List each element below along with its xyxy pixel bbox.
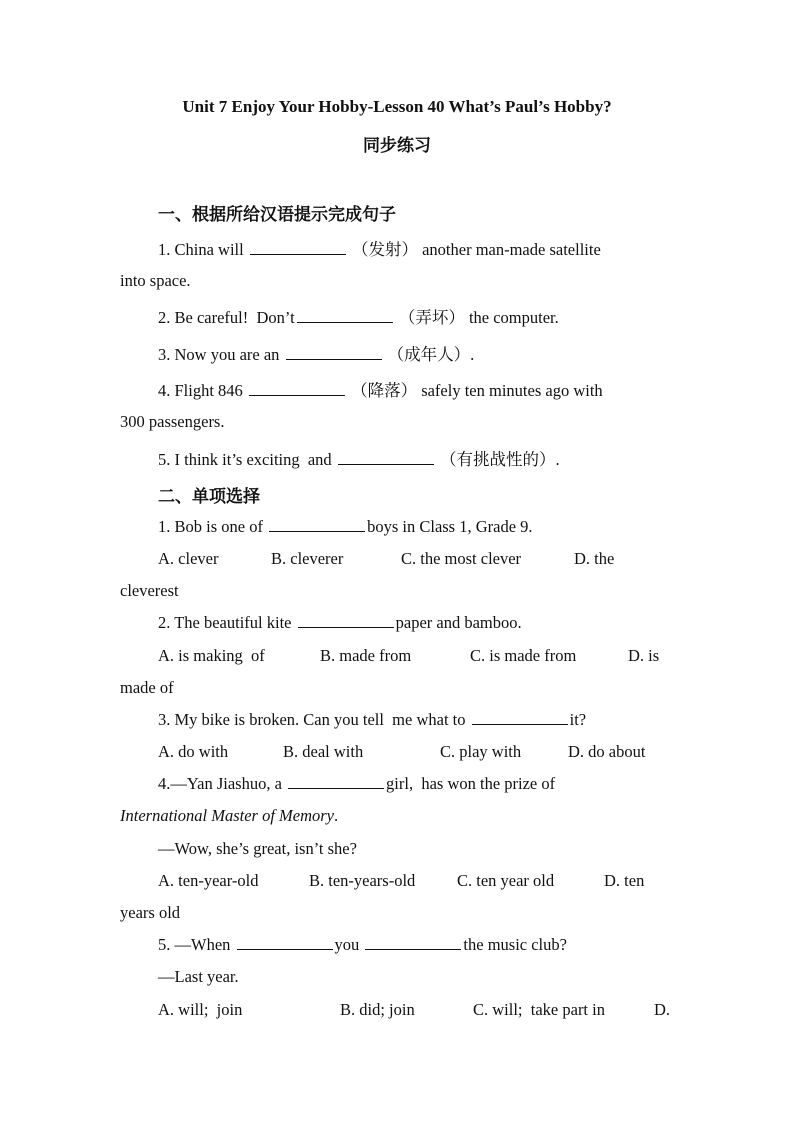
answer-blank[interactable] bbox=[338, 450, 434, 465]
s1-question-5 bbox=[158, 446, 560, 470]
section2-heading: 二、单项选择 bbox=[158, 487, 260, 506]
s1-q5-text: 5. I think it’s exciting and bbox=[158, 450, 332, 469]
s2-q3-text: 3. My bike is broken. Can you tell me what to bbox=[158, 710, 466, 729]
s2-q5-option-b[interactable]: B. did; join bbox=[340, 1000, 415, 1019]
s1-q4-text-end: safely ten minutes ago with bbox=[417, 381, 603, 400]
s1-q2-hint: （弄坏） bbox=[398, 308, 465, 327]
s1-question-2 bbox=[158, 304, 559, 328]
s2-question-1 bbox=[158, 517, 533, 537]
s2-q4-option-d-continuation: years old bbox=[120, 903, 181, 922]
s1-question-3 bbox=[158, 341, 474, 365]
s2-q1-text-end: boys in Class 1, Grade 9. bbox=[367, 517, 533, 536]
s2-q5-text: 5. —When bbox=[158, 935, 231, 954]
s2-q4-period: . bbox=[334, 806, 339, 825]
s2-q4-text: 4.—Yan Jiashuo, a bbox=[158, 774, 282, 793]
s2-q1-option-c[interactable]: C. the most clever bbox=[401, 549, 522, 568]
s1-q4-continuation: 300 passengers. bbox=[120, 412, 225, 431]
answer-blank[interactable] bbox=[269, 517, 365, 532]
s2-question-5 bbox=[158, 935, 567, 955]
s2-q5-option-d[interactable]: D. bbox=[654, 1000, 671, 1019]
page-subtitle: 同步练习 bbox=[363, 136, 431, 155]
answer-blank[interactable] bbox=[237, 935, 333, 950]
s1-q1-continuation: into space. bbox=[120, 271, 191, 290]
s2-question-4 bbox=[158, 774, 555, 794]
s2-q5-reply: —Last year. bbox=[158, 967, 239, 986]
answer-blank[interactable] bbox=[298, 613, 394, 628]
s2-q5-option-c[interactable]: C. will; take part in bbox=[473, 1000, 605, 1019]
s1-q4-text: 4. Flight 846 bbox=[158, 381, 243, 400]
s1-q2-text-end: the computer. bbox=[464, 308, 559, 327]
section1-heading: 一、根据所给汉语提示完成句子 bbox=[158, 205, 396, 224]
s2-q2-text: 2. The beautiful kite bbox=[158, 613, 292, 632]
s2-question-3 bbox=[158, 710, 586, 730]
s2-q4-continuation bbox=[120, 806, 338, 826]
answer-blank[interactable] bbox=[472, 710, 568, 725]
s2-q2-option-d-continuation: made of bbox=[120, 678, 174, 697]
s1-question-4 bbox=[158, 377, 603, 401]
s2-q2-option-d[interactable]: D. is bbox=[628, 646, 660, 665]
s2-q3-option-a[interactable]: A. do with bbox=[158, 742, 229, 761]
s2-q3-option-d[interactable]: D. do about bbox=[568, 742, 646, 761]
s1-q1-text: 1. China will bbox=[158, 240, 244, 259]
answer-blank[interactable] bbox=[297, 308, 393, 323]
s1-q4-hint: （降落） bbox=[351, 381, 418, 400]
s1-q3-hint: （成年人）. bbox=[387, 345, 475, 364]
s2-q4-reply: —Wow, she’s great, isn’t she? bbox=[158, 839, 357, 858]
answer-blank[interactable] bbox=[286, 345, 382, 360]
s2-q2-option-a[interactable]: A. is making of bbox=[158, 646, 265, 665]
answer-blank[interactable] bbox=[249, 381, 345, 396]
s1-q5-hint: （有挑战性的）. bbox=[439, 450, 560, 469]
s2-q1-option-b[interactable]: B. cleverer bbox=[271, 549, 344, 568]
s2-q1-option-a[interactable]: A. clever bbox=[158, 549, 219, 568]
s2-q1-text: 1. Bob is one of bbox=[158, 517, 263, 536]
answer-blank[interactable] bbox=[288, 774, 384, 789]
s1-q3-text: 3. Now you are an bbox=[158, 345, 280, 364]
s2-q4-option-b[interactable]: B. ten-years-old bbox=[309, 871, 416, 890]
s1-q1-hint: （发射） bbox=[351, 240, 418, 259]
s2-q4-option-c[interactable]: C. ten year old bbox=[457, 871, 555, 890]
answer-blank[interactable] bbox=[250, 240, 346, 255]
answer-blank[interactable] bbox=[365, 935, 461, 950]
s1-q2-text: 2. Be careful! Don’t bbox=[158, 308, 295, 327]
s2-q4-option-d[interactable]: D. ten bbox=[604, 871, 645, 890]
s2-q1-option-d-continuation: cleverest bbox=[120, 581, 179, 600]
s2-question-2 bbox=[158, 613, 522, 633]
s1-question-1 bbox=[158, 236, 601, 260]
page-title: Unit 7 Enjoy Your Hobby-Lesson 40 What’s Paul’s Hobby? bbox=[182, 97, 612, 116]
s2-q3-text-end: it? bbox=[569, 710, 587, 729]
s2-q4-italic-title: International Master of Memory bbox=[120, 806, 335, 825]
s1-q1-text-end: another man-made satellite bbox=[417, 240, 601, 259]
s2-q5-option-a[interactable]: A. will; join bbox=[158, 1000, 243, 1019]
s2-q5-text-mid: you bbox=[334, 935, 360, 954]
s2-q4-text-end: girl, has won the prize of bbox=[386, 774, 556, 793]
s2-q4-option-a[interactable]: A. ten-year-old bbox=[158, 871, 259, 890]
s2-q2-option-b[interactable]: B. made from bbox=[320, 646, 412, 665]
s2-q2-option-c[interactable]: C. is made from bbox=[470, 646, 577, 665]
s2-q5-text-end: the music club? bbox=[463, 935, 567, 954]
s2-q3-option-c[interactable]: C. play with bbox=[440, 742, 522, 761]
s2-q1-option-d[interactable]: D. the bbox=[574, 549, 615, 568]
s2-q2-text-end: paper and bamboo. bbox=[395, 613, 522, 632]
s2-q3-option-b[interactable]: B. deal with bbox=[283, 742, 364, 761]
